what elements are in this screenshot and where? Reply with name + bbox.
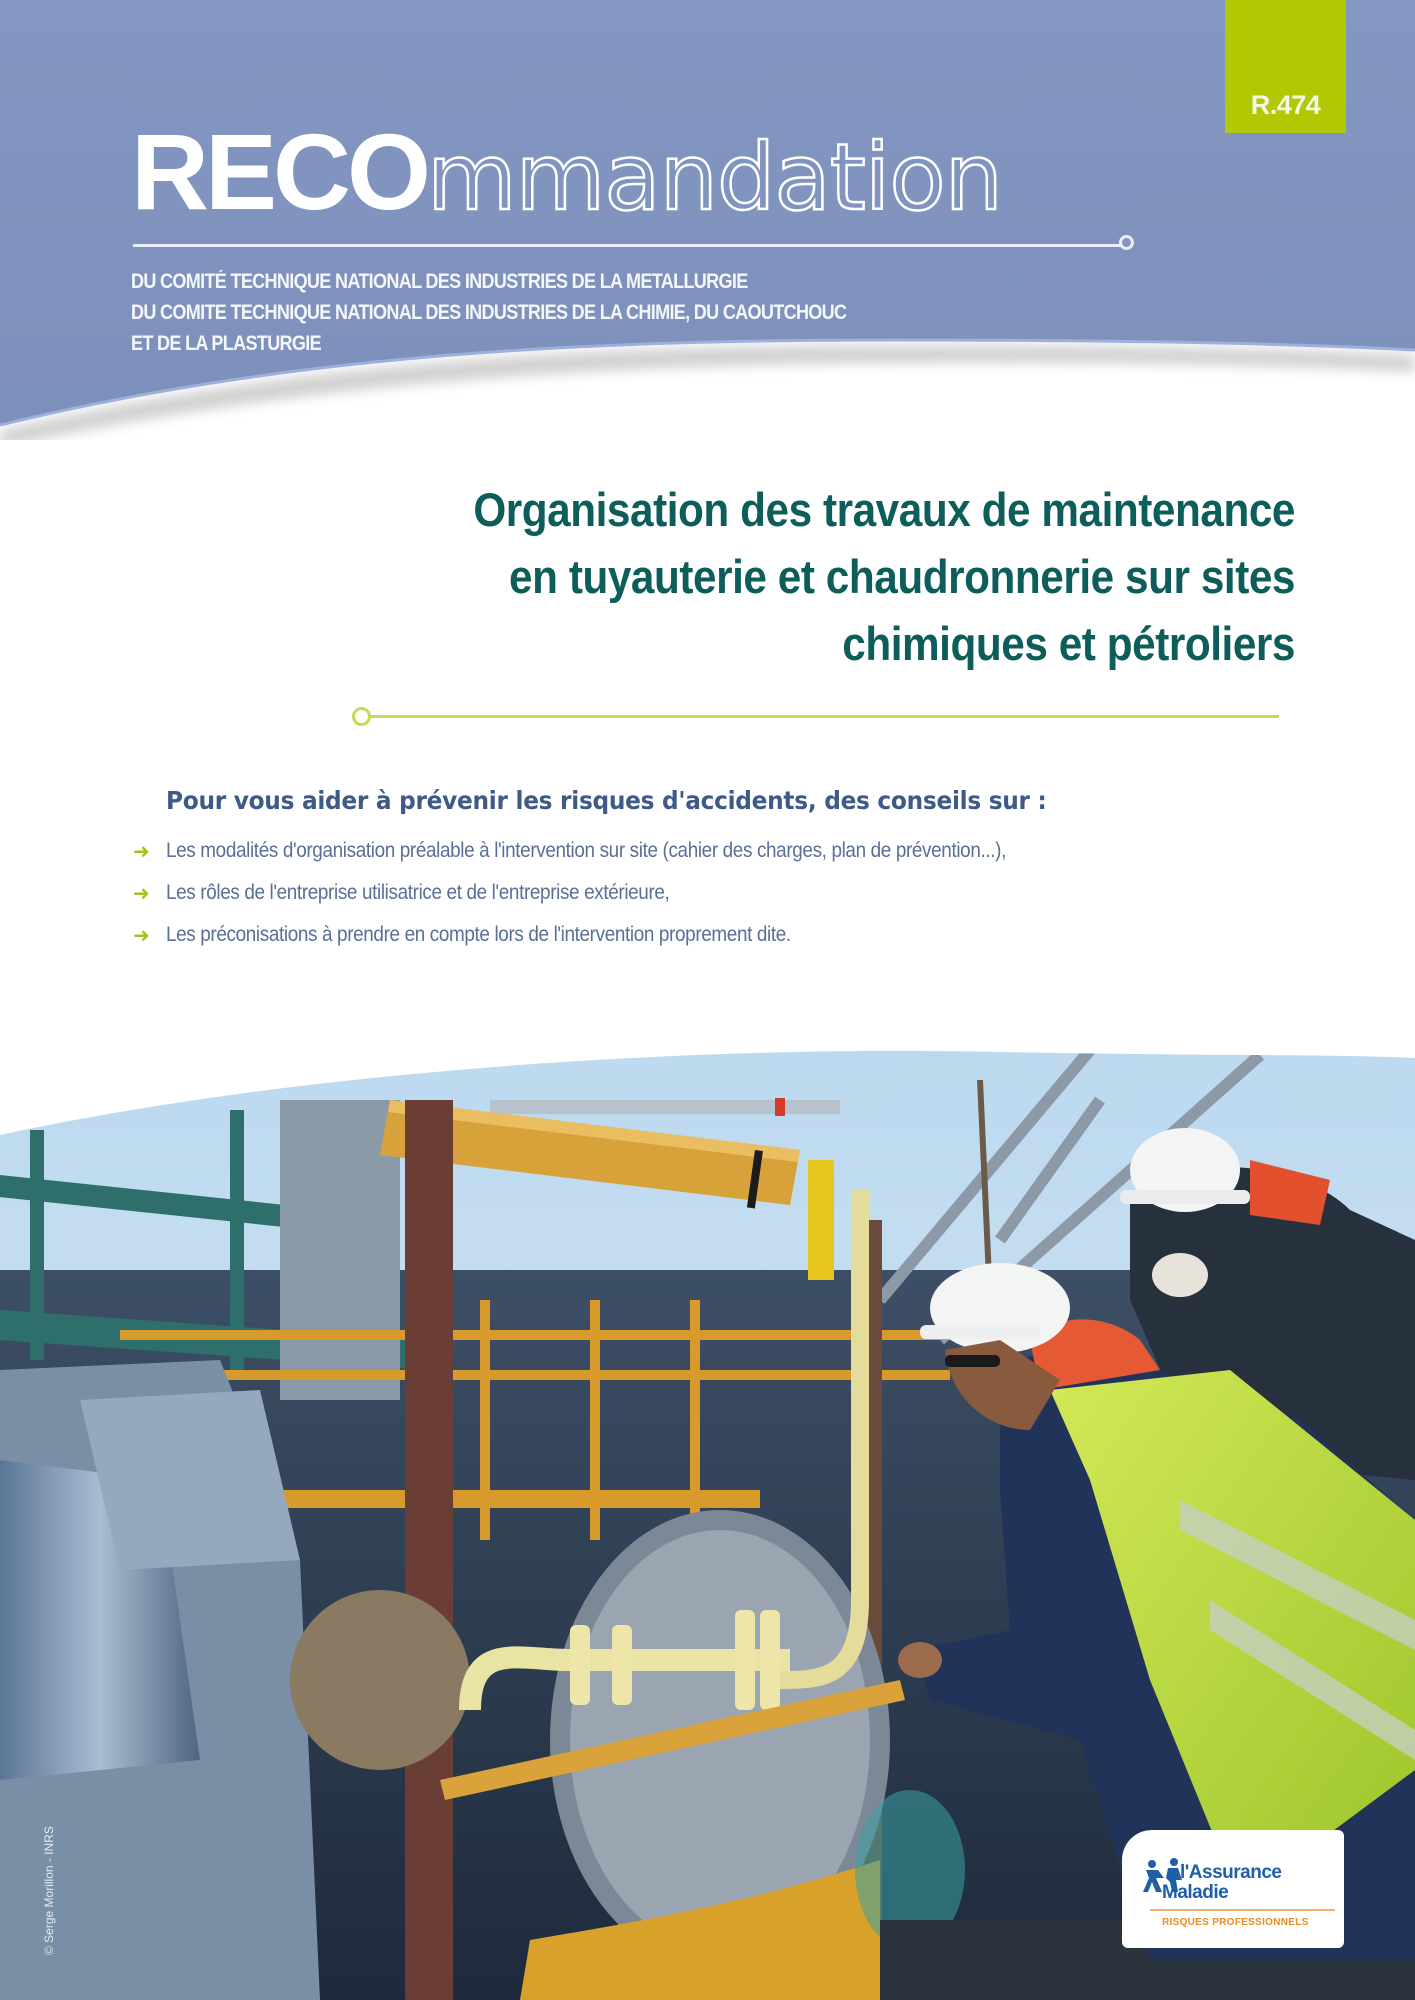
header-band bbox=[0, 0, 1415, 440]
title-divider-dot-icon bbox=[352, 707, 371, 726]
assurance-maladie-logo bbox=[1122, 1830, 1344, 1948]
brand-divider-line bbox=[133, 244, 1123, 247]
brand-wordmark-solid: RECO bbox=[131, 111, 428, 232]
arrow-right-icon: ➜ bbox=[133, 881, 150, 905]
reference-badge bbox=[1225, 0, 1346, 133]
brand-wordmark-outline: mmandation bbox=[427, 124, 1002, 231]
intro-lead: Pour vous aider à prévenir les risques d'accidents, des conseils sur : bbox=[166, 786, 1047, 815]
document-title bbox=[295, 476, 1295, 677]
committee-line: DU COMITÉ TECHNIQUE NATIONAL DES INDUSTRIES DE LA METALLURGIE bbox=[131, 270, 748, 293]
list-item-text: Les rôles de l'entreprise utilisatrice et de l'entreprise extérieure, bbox=[166, 881, 670, 904]
arrow-right-icon: ➜ bbox=[133, 923, 150, 947]
list-item bbox=[133, 914, 1099, 956]
list-item bbox=[133, 872, 1099, 914]
logo-name-line1: l'Assurance bbox=[1180, 1862, 1282, 1883]
title-line: chimiques et pétroliers bbox=[842, 617, 1295, 670]
title-line: en tuyauterie et chaudronnerie sur sites bbox=[509, 550, 1295, 603]
logo-name-line2: Maladie bbox=[1162, 1882, 1229, 1903]
committee-list bbox=[131, 266, 846, 359]
title-line: Organisation des travaux de maintenance bbox=[473, 483, 1295, 536]
brand-divider-dot-icon bbox=[1119, 235, 1134, 250]
list-item-text: Les préconisations à prendre en compte lors de l'intervention proprement dite. bbox=[166, 923, 791, 946]
reference-code: R.474 bbox=[1250, 90, 1321, 120]
list-item-text: Les modalités d'organisation préalable à l'intervention sur site (cahier des charges, plan de prévention...), bbox=[166, 839, 1006, 862]
advice-list bbox=[133, 830, 1099, 956]
logo-divider-line bbox=[1150, 1909, 1335, 1911]
logo-subtitle: RISQUES PROFESSIONNELS bbox=[1162, 1917, 1309, 1928]
title-divider-line bbox=[362, 715, 1279, 718]
brand-wordmark bbox=[131, 112, 1002, 232]
committee-line: ET DE LA PLASTURGIE bbox=[131, 332, 321, 355]
list-item bbox=[133, 830, 1099, 872]
arrow-right-icon: ➜ bbox=[133, 839, 150, 863]
committee-line: DU COMITE TECHNIQUE NATIONAL DES INDUSTRIES DE LA CHIMIE, DU CAOUTCHOUC bbox=[131, 301, 847, 324]
photo-credit: © Serge Morillon - INRS bbox=[42, 1826, 56, 1955]
